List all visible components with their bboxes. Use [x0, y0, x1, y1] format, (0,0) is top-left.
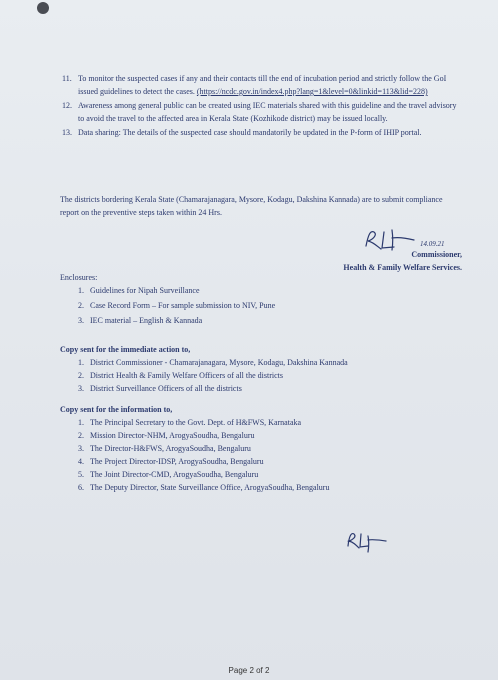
list-item — [70, 356, 462, 369]
point-item — [62, 126, 462, 139]
copy-info-heading: Copy sent for the information to, — [60, 405, 173, 414]
enclosures-heading: Enclosures: — [60, 273, 98, 282]
copy-action-section — [60, 343, 462, 395]
item-text: The Principal Secretary to the Govt. Dept. of H&FWS, Karnataka — [90, 418, 302, 427]
point-text: To monitor the suspected cases if any and their contacts till the end of incubation period and strictly follow the GoI issued guidelines to detect the cases. — [78, 74, 447, 96]
instruction-points — [62, 72, 462, 140]
item-text: District Surveillance Officers of all the districts — [90, 384, 242, 393]
copy-info-section — [60, 403, 462, 494]
item-number: 1. — [78, 418, 84, 427]
point-number: 13. — [62, 128, 72, 137]
list-item — [70, 442, 462, 455]
item-text: Mission Director-NHM, ArogyaSoudha, Bengaluru — [90, 431, 255, 440]
item-text: IEC material – English & Kannada — [90, 316, 203, 325]
item-number: 3. — [78, 384, 84, 393]
item-text: The Director-H&FWS, ArogyaSoudha, Bengaluru — [90, 444, 251, 453]
item-number: 1. — [78, 286, 84, 295]
point-number: 12. — [62, 101, 72, 110]
list-item — [70, 299, 462, 312]
list-item — [70, 455, 462, 468]
point-item — [62, 99, 462, 125]
guidelines-link[interactable]: (https://ncdc.gov.in/index4.php?lang=1&level=0&linkid=113&lid=228) — [196, 87, 428, 96]
page-number: Page 2 of 2 — [228, 666, 270, 675]
copy-action-heading: Copy sent for the immediate action to, — [60, 345, 191, 354]
item-text: District Health & Family Welfare Officers of all the districts — [90, 371, 284, 380]
signatory-title: Commissioner, — [411, 250, 462, 259]
point-item — [62, 72, 462, 98]
item-number: 2. — [78, 301, 84, 310]
list-item — [70, 369, 462, 382]
signatory-department: Health & Family Welfare Services. — [343, 263, 462, 272]
item-text: The Joint Director-CMD, ArogyaSoudha, Bengaluru — [90, 470, 259, 479]
item-number: 3. — [78, 444, 84, 453]
list-item — [70, 382, 462, 395]
item-text: Case Record Form – For sample submission to NIV, Pune — [90, 301, 276, 310]
item-text: The Project Director-IDSP, ArogyaSoudha, Bengaluru — [90, 457, 264, 466]
item-text: District Commissioner - Chamarajanagara, Mysore, Kodagu, Dakshina Kannada — [90, 358, 348, 367]
item-number: 5. — [78, 470, 84, 479]
enclosures-section — [60, 271, 462, 329]
enclosures-list — [70, 284, 462, 327]
list-item — [70, 481, 462, 494]
list-item — [70, 468, 462, 481]
signature-date: 14.09.21 — [420, 240, 445, 248]
item-text: Guidelines for Nipah Surveillance — [90, 286, 200, 295]
item-text: The Deputy Director, State Surveillance Office, ArogyaSoudha, Bengaluru — [90, 483, 330, 492]
item-number: 2. — [78, 371, 84, 380]
copy-action-list — [70, 356, 462, 395]
punch-hole-icon — [37, 2, 49, 14]
districts-note: The districts bordering Kerala State (Chamarajanagara, Mysore, Kodagu, Dakshina Kannada) are to submit compliance report on the preventive steps taken within 24 Hrs. — [60, 195, 443, 217]
point-text: Awareness among general public can be created using IEC materials shared with this guideline and the travel advisory to avoid the travel to the affected area in Kerala State (Kozhikode district) may be issued locally. — [78, 101, 457, 123]
item-number: 2. — [78, 431, 84, 440]
list-item — [70, 284, 462, 297]
point-number: 11. — [62, 74, 72, 83]
point-text: Data sharing: The details of the suspected case should mandatorily be updated in the P-form of IHIP portal. — [78, 128, 422, 137]
copy-info-list — [70, 416, 462, 494]
item-number: 3. — [78, 316, 84, 325]
item-number: 4. — [78, 457, 84, 466]
item-number: 1. — [78, 358, 84, 367]
list-item — [70, 314, 462, 327]
initials-signature-icon — [344, 528, 390, 554]
list-item — [70, 429, 462, 442]
item-number: 6. — [78, 483, 84, 492]
list-item — [70, 416, 462, 429]
